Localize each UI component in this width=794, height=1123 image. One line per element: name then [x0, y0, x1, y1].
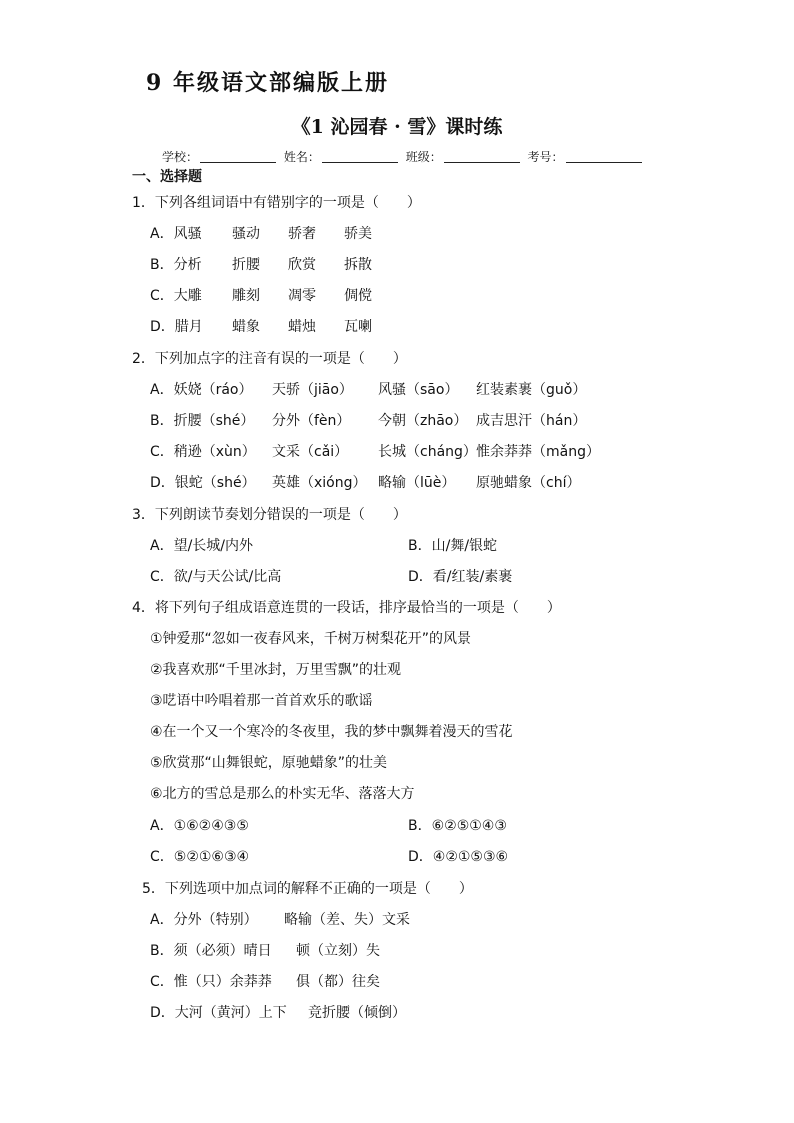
option-word: B．折腰（shé） — [150, 413, 255, 429]
option-word: C．惟（只）余莽莽 — [150, 974, 272, 990]
class-label: 班级： — [405, 150, 442, 164]
question-2-stem: 2．下列加点字的注音有误的一项是（ ） — [132, 351, 407, 367]
option-word: 顿（立刻）失 — [296, 943, 380, 959]
section-heading: 一、选择题 — [132, 169, 202, 185]
question-5-option-b — [150, 940, 380, 960]
option-word: 竞折腰（倾倒） — [308, 1005, 406, 1021]
question-5-stem: 5．下列选项中加点词的解释不正确的一项是（ ） — [142, 881, 473, 897]
option-word: 略输（lūè） — [378, 475, 456, 491]
option-word: B．分析 — [150, 257, 202, 273]
exam-no-blank — [566, 150, 642, 163]
option-word: 倜傥 — [344, 288, 372, 304]
option-word: 文采（cǎi） — [272, 444, 349, 460]
class-blank — [444, 150, 520, 163]
option-word: 惟余莽莽（mǎng） — [476, 444, 600, 460]
question-4-sentence-5: ⑤欣赏那“山舞银蛇，原驰蜡象”的壮美 — [150, 755, 388, 771]
option-word: 欣赏 — [288, 257, 316, 273]
question-1-option-d — [150, 316, 372, 336]
question-3-option-b: B．山/舞/银蛇 — [408, 538, 498, 554]
option-word: A．风骚 — [150, 226, 202, 242]
option-word: A．分外（特别） — [150, 912, 258, 928]
option-word: 天骄（jiāo） — [272, 382, 353, 398]
option-word: 拆散 — [344, 257, 372, 273]
option-word: 分外（fèn） — [272, 413, 351, 429]
question-2-option-d — [150, 472, 580, 492]
question-4-sentence-2: ②我喜欢那“千里冰封，万里雪飘”的壮观 — [150, 662, 402, 678]
page-title: 9 年级语文部编版上册 — [146, 70, 389, 96]
question-4-sentence-4: ④在一个又一个寒冷的冬夜里，我的梦中飘舞着漫天的雪花 — [150, 724, 513, 740]
option-word: 原驰蜡象（chí） — [476, 475, 581, 491]
question-1-option-c — [150, 285, 372, 305]
question-1-option-b — [150, 254, 372, 274]
option-word: 长城（cháng） — [378, 444, 477, 460]
option-word: 瓦喇 — [344, 319, 372, 335]
option-word: A．妖娆（ráo） — [150, 382, 253, 398]
option-word: 今朝（zhāo） — [378, 413, 468, 429]
lesson-title: 《1 沁园春 · 雪》课时练 — [291, 116, 503, 138]
option-word: 凋零 — [288, 288, 316, 304]
option-word: 雕刻 — [232, 288, 260, 304]
question-1-option-a — [150, 223, 372, 243]
option-word: 骚动 — [232, 226, 260, 242]
option-word: 蜡烛 — [288, 319, 316, 335]
option-word: 骄奢 — [288, 226, 316, 242]
option-word: 风骚（sāo） — [378, 382, 459, 398]
option-word: 骄美 — [344, 226, 372, 242]
option-word: D．银蛇（shé） — [150, 475, 256, 491]
question-2-option-a — [150, 379, 586, 399]
name-label: 姓名： — [283, 150, 320, 164]
student-info-line — [162, 148, 646, 165]
option-word: C．大雕 — [150, 288, 202, 304]
question-4-stem: 4．将下列句子组成语意连贯的一段话，排序最恰当的一项是（ ） — [132, 600, 561, 616]
option-word: D．腊月 — [150, 319, 203, 335]
school-blank — [200, 150, 276, 163]
option-word: 蜡象 — [232, 319, 260, 335]
option-word: 成吉思汗（hán） — [476, 413, 587, 429]
question-5-option-d — [150, 1002, 406, 1022]
exam-no-label: 考号： — [527, 150, 564, 164]
option-word: C．稍逊（xùn） — [150, 444, 256, 460]
question-4-option-c: C．⑤②①⑥③④ — [150, 849, 250, 865]
option-word: 英雄（xióng） — [272, 475, 367, 491]
question-4-sentence-1: ①钟爱那“忽如一夜春风来，千树万树梨花开”的风景 — [150, 631, 472, 647]
option-word: 折腰 — [232, 257, 260, 273]
school-label: 学校： — [162, 150, 199, 164]
question-3-option-c: C．欲/与天公试/比高 — [150, 569, 282, 585]
question-2-option-c — [150, 441, 600, 461]
question-3-option-a: A．望/长城/内外 — [150, 538, 254, 554]
question-5-option-c — [150, 971, 380, 991]
option-word: 略输（差、失）文采 — [284, 912, 410, 928]
question-4-option-d: D．④②①⑤③⑥ — [408, 849, 509, 865]
question-4-option-b: B．⑥②⑤①④③ — [408, 818, 507, 834]
option-word: 红装素裹（guǒ） — [476, 382, 587, 398]
question-3-stem: 3．下列朗读节奏划分错误的一项是（ ） — [132, 507, 407, 523]
question-2-option-b — [150, 410, 586, 430]
option-word: D．大河（黄河）上下 — [150, 1005, 287, 1021]
option-word: 俱（都）往矣 — [296, 974, 380, 990]
question-5-option-a — [150, 909, 410, 929]
question-4-sentence-3: ③呓语中吟唱着那一首首欢乐的歌谣 — [150, 693, 373, 709]
name-blank — [322, 150, 398, 163]
option-word: B．须（必须）晴日 — [150, 943, 272, 959]
question-3-option-d: D．看/红装/素裹 — [408, 569, 513, 585]
question-4-option-a: A．①⑥②④③⑤ — [150, 818, 249, 834]
question-1-stem: 1．下列各组词语中有错别字的一项是（ ） — [132, 195, 421, 211]
question-4-sentence-6: ⑥北方的雪总是那么的朴实无华、落落大方 — [150, 786, 415, 802]
